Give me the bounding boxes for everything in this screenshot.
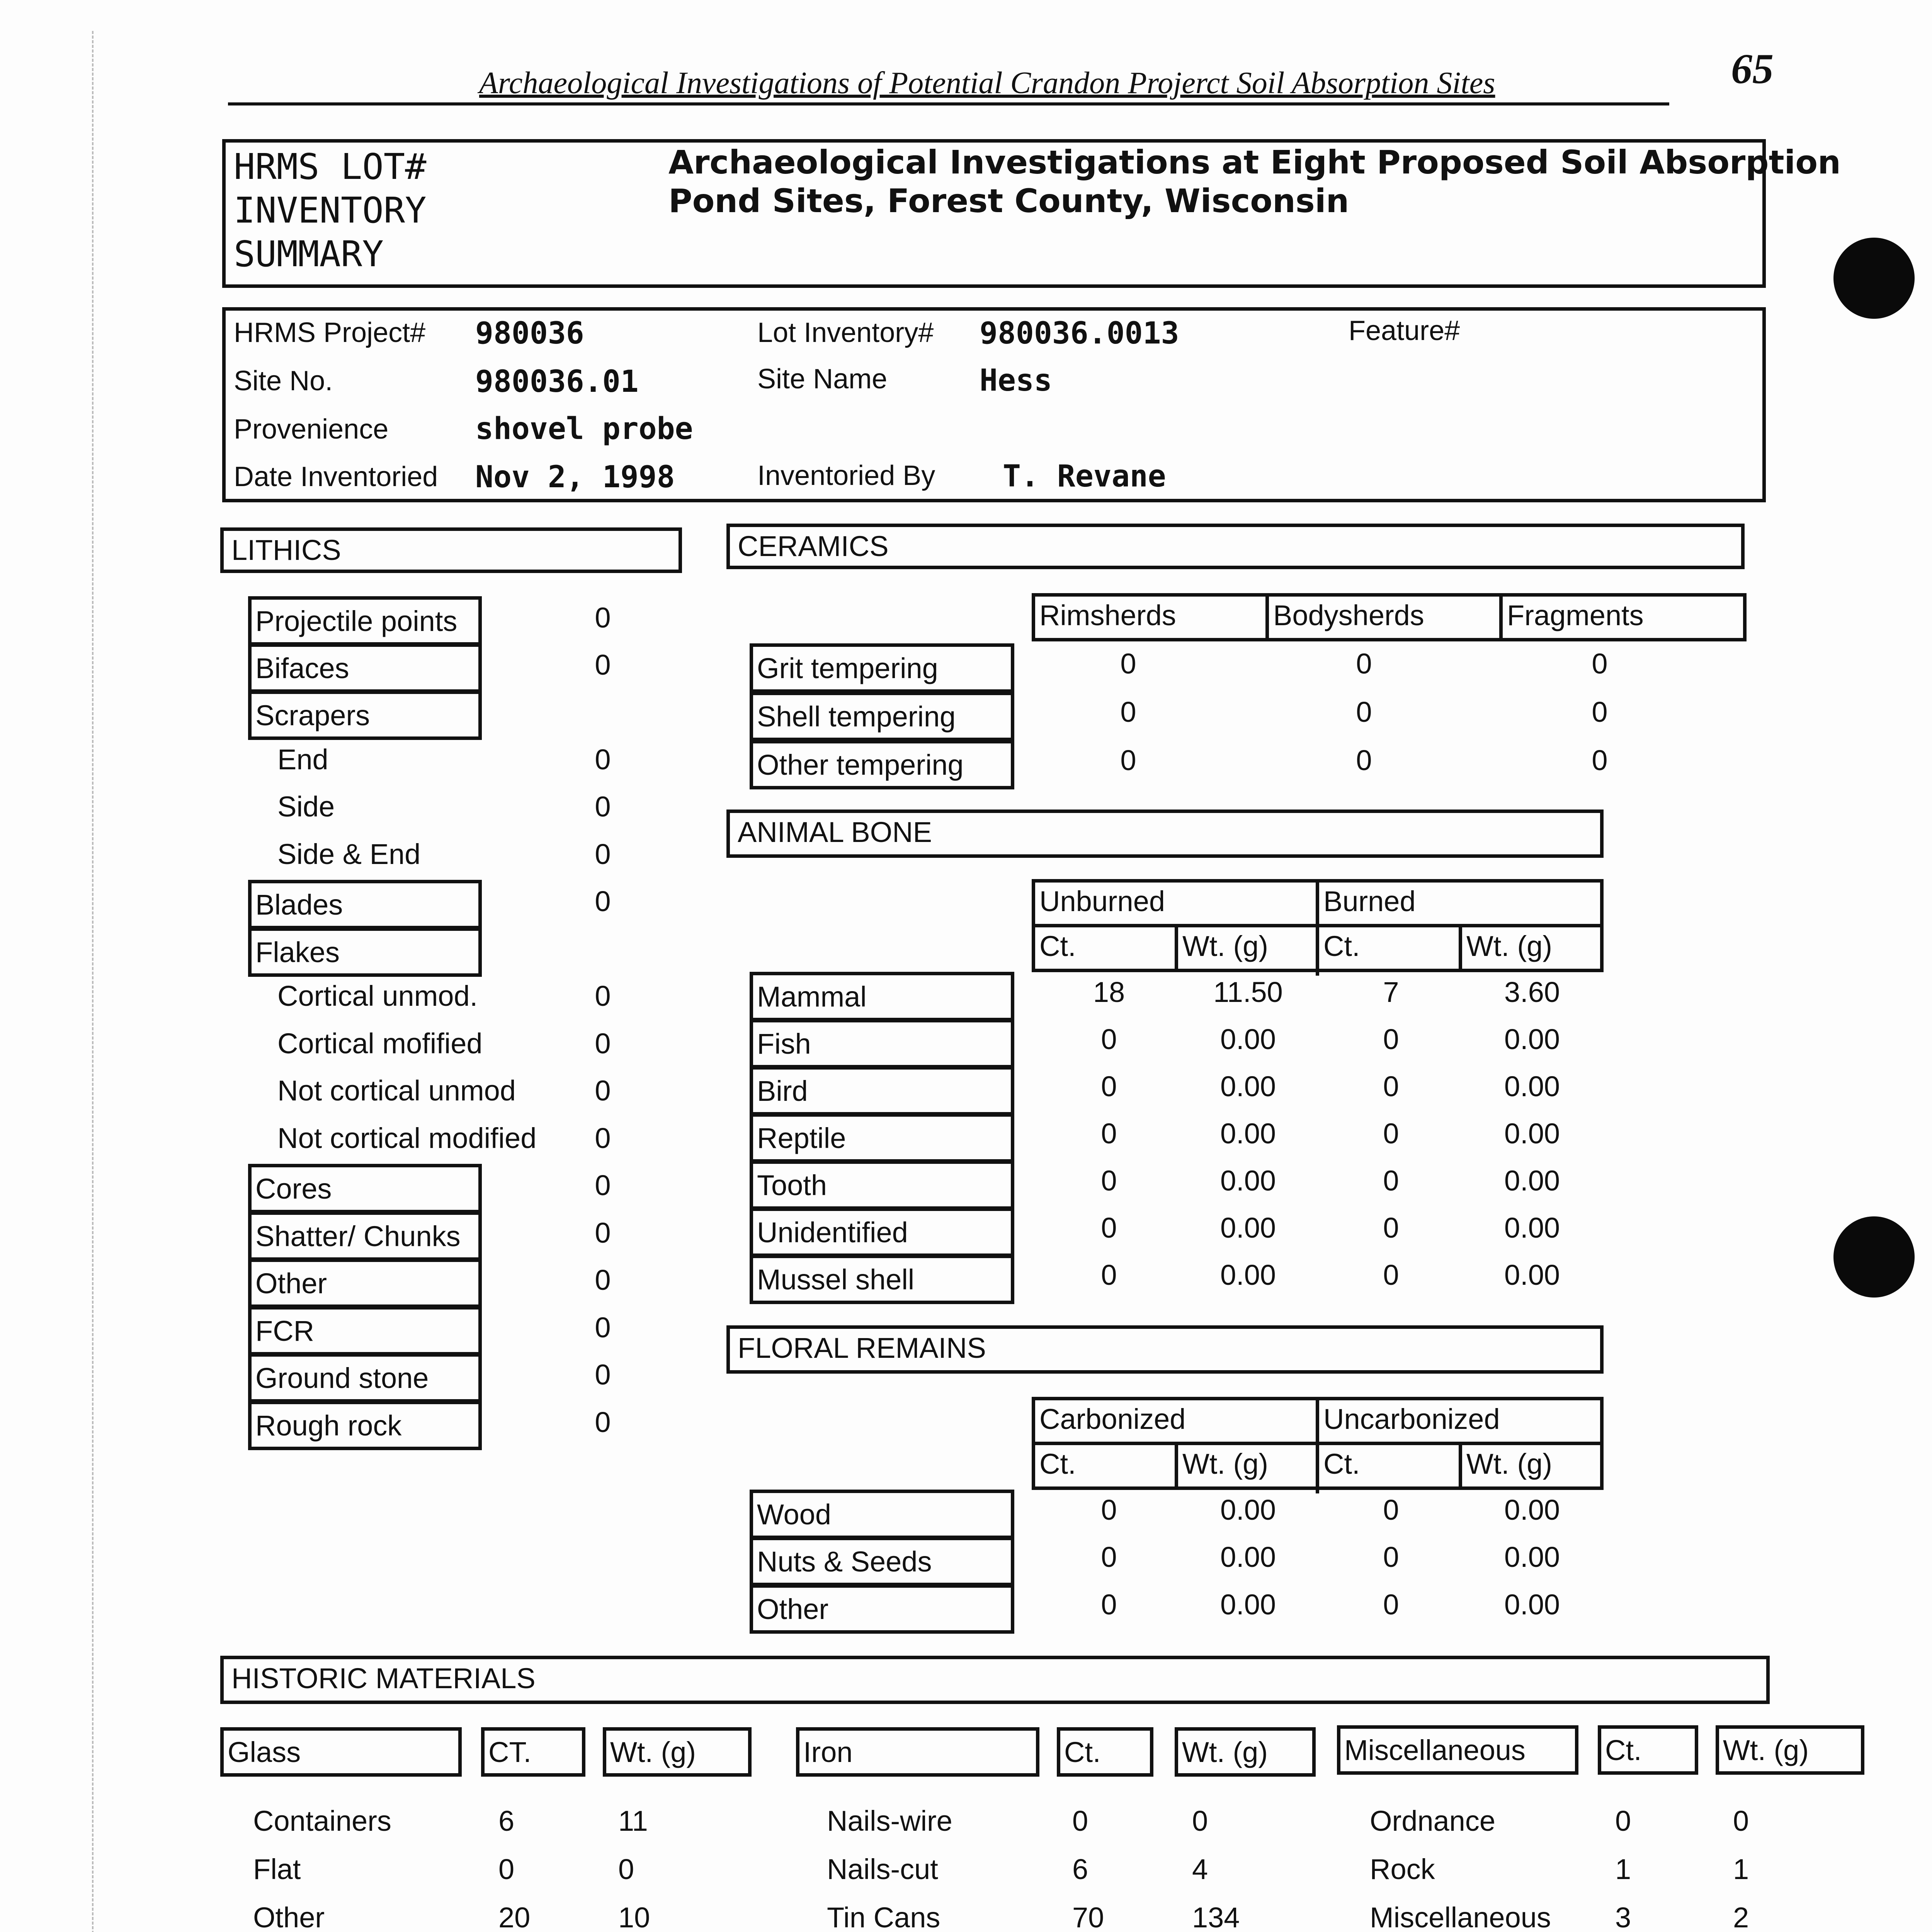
animal-bone-cell: 0.00 <box>1220 1165 1276 1197</box>
historic-iron-wt: 134 <box>1192 1901 1240 1932</box>
floral-cell: 0 <box>1383 1541 1399 1573</box>
historic-glass-wt: 11 <box>618 1805 648 1837</box>
floral-sub-header: Ct. <box>1323 1448 1360 1480</box>
animal-bone-group-header: Unburned <box>1039 885 1165 917</box>
lithics-section-title: LITHICS <box>220 527 682 573</box>
floral-cell: 0 <box>1101 1541 1117 1573</box>
animal-bone-section-title: ANIMAL BONE <box>726 810 1604 858</box>
animal-bone-cell: 0.00 <box>1504 1070 1560 1102</box>
historic-misc-ct: 0 <box>1615 1805 1631 1837</box>
ceramics-row-label: Shell tempering <box>750 692 1014 741</box>
historic-glass-row-label: Flat <box>253 1853 301 1885</box>
historic-glass-ct-header: CT. <box>481 1727 585 1777</box>
lithics-row-label: Cortical mofified <box>277 1027 483 1060</box>
lithics-row-value: 0 <box>595 1169 611 1201</box>
historic-misc-ct: 3 <box>1615 1901 1631 1932</box>
historic-glass-ct: 6 <box>498 1805 515 1837</box>
animal-bone-sub-header: Ct. <box>1039 930 1076 962</box>
lithics-row-value: 0 <box>595 838 611 870</box>
animal-bone-row-label: Tooth <box>750 1160 1014 1210</box>
animal-bone-cell: 0.00 <box>1220 1259 1276 1291</box>
provenience-value: shovel probe <box>475 412 693 446</box>
floral-cell: 0.00 <box>1504 1541 1560 1573</box>
running-title: Archaeological Investigations of Potential Crandon Projerct Soil Absorption Sites <box>479 66 1495 100</box>
historic-misc-row-label: Rock <box>1370 1853 1435 1885</box>
animal-bone-cell: 0 <box>1101 1070 1117 1102</box>
floral-cell: 0.00 <box>1220 1541 1276 1573</box>
lithics-row-value: 0 <box>595 649 611 681</box>
ceramics-column-header: Bodysherds <box>1273 599 1424 631</box>
lithics-row-label: Side <box>277 791 335 823</box>
floral-remains-section-title: FLORAL REMAINS <box>726 1325 1604 1374</box>
animal-bone-cell: 0 <box>1383 1023 1399 1055</box>
lithics-row-label: End <box>277 743 328 776</box>
animal-bone-cell: 0.00 <box>1504 1117 1560 1150</box>
animal-bone-cell: 18 <box>1093 976 1125 1008</box>
historic-glass-wt: 10 <box>618 1901 650 1932</box>
animal-bone-cell: 3.60 <box>1504 976 1560 1008</box>
historic-iron-ct-header: Ct. <box>1057 1727 1153 1777</box>
historic-misc-wt: 2 <box>1733 1901 1749 1932</box>
ceramics-cell: 0 <box>1120 648 1136 680</box>
ceramics-column-header: Fragments <box>1507 599 1644 631</box>
historic-iron-ct: 70 <box>1072 1901 1104 1932</box>
animal-bone-cell: 0.00 <box>1220 1117 1276 1150</box>
lithics-row-value: 0 <box>595 791 611 823</box>
ceramics-cell: 0 <box>1592 744 1608 776</box>
floral-cell: 0.00 <box>1220 1494 1276 1526</box>
animal-bone-group-header: Burned <box>1323 885 1416 917</box>
animal-bone-cell: 0.00 <box>1220 1070 1276 1102</box>
ceramics-cell: 0 <box>1592 648 1608 680</box>
floral-cell: 0 <box>1383 1494 1399 1526</box>
lithics-row-label: Other <box>248 1259 482 1308</box>
lithics-row-label: Ground stone <box>248 1353 482 1403</box>
project-value: 980036 <box>475 316 584 351</box>
animal-bone-sub-divider <box>1175 924 1178 972</box>
animal-bone-cell: 0.00 <box>1220 1212 1276 1244</box>
animal-bone-cell: 0 <box>1383 1212 1399 1244</box>
historic-glass-ct: 0 <box>498 1853 515 1885</box>
lithics-row-label: Not cortical modified <box>277 1122 537 1154</box>
animal-bone-sub-header: Wt. (g) <box>1466 930 1552 962</box>
animal-bone-cell: 0 <box>1101 1165 1117 1197</box>
punch-hole-middle <box>1833 1216 1915 1298</box>
animal-bone-cell: 0.00 <box>1504 1165 1560 1197</box>
lithics-row-label: Side & End <box>277 838 421 870</box>
historic-iron-ct: 0 <box>1072 1805 1088 1837</box>
floral-cell: 0 <box>1101 1494 1117 1526</box>
lithics-row-label: Projectile points <box>248 596 482 646</box>
ceramics-header-divider <box>1499 593 1503 641</box>
lithics-row-value: 0 <box>595 1359 611 1391</box>
animal-bone-row-label: Fish <box>750 1019 1014 1068</box>
historic-misc-row-label: Miscellaneous <box>1370 1901 1551 1932</box>
animal-bone-cell: 0 <box>1101 1259 1117 1291</box>
animal-bone-cell: 0.00 <box>1504 1212 1560 1244</box>
historic-iron-wt-header: Wt. (g) <box>1175 1727 1316 1777</box>
title-line-1: Archaeological Investigations at Eight Proposed Soil Absorption <box>668 143 1841 181</box>
ceramics-cell: 0 <box>1356 744 1372 776</box>
historic-iron-ct: 6 <box>1072 1853 1088 1885</box>
floral-group-header: Carbonized <box>1039 1403 1186 1435</box>
lithics-row-label: Cores <box>248 1164 482 1213</box>
ceramics-column-header: Rimsherds <box>1039 599 1176 631</box>
lithics-row-value: 0 <box>595 1264 611 1296</box>
historic-iron-wt: 0 <box>1192 1805 1208 1837</box>
date-label: Date Inventoried <box>234 461 438 492</box>
floral-row-label: Wood <box>750 1490 1014 1539</box>
lithics-row-label: Shatter/ Chunks <box>248 1211 482 1261</box>
historic-glass-ct: 20 <box>498 1901 531 1932</box>
title-left-line: INVENTORY <box>234 190 427 231</box>
animal-bone-cell: 0.00 <box>1504 1259 1560 1291</box>
lithics-row-value: 0 <box>595 743 611 776</box>
animal-bone-cell: 11.50 <box>1213 976 1283 1008</box>
date-value: Nov 2, 1998 <box>475 460 675 495</box>
lithics-row-value: 0 <box>595 885 611 917</box>
lithics-row-value: 0 <box>595 980 611 1012</box>
historic-misc-wt: 1 <box>1733 1853 1749 1885</box>
ceramics-section-title: CERAMICS <box>726 524 1745 569</box>
lithics-row-value: 0 <box>595 1027 611 1060</box>
historic-glass-header: Glass <box>220 1727 462 1777</box>
floral-group-header: Uncarbonized <box>1323 1403 1500 1435</box>
floral-sub-header: Wt. (g) <box>1466 1448 1552 1480</box>
animal-bone-row-label: Mammal <box>750 972 1014 1021</box>
floral-cell: 0.00 <box>1504 1588 1560 1621</box>
historic-misc-wt: 0 <box>1733 1805 1749 1837</box>
historic-iron-row-label: Tin Cans <box>827 1901 940 1932</box>
floral-cell: 0 <box>1101 1588 1117 1621</box>
lithics-row-label: Rough rock <box>248 1401 482 1450</box>
site-no-value: 980036.01 <box>475 364 639 399</box>
feature-label: Feature# <box>1349 315 1460 346</box>
historic-glass-row-label: Containers <box>253 1805 391 1837</box>
animal-bone-cell: 0 <box>1101 1117 1117 1150</box>
animal-bone-sub-divider <box>1459 924 1462 972</box>
title-line-2: Pond Sites, Forest County, Wisconsin <box>668 182 1349 220</box>
animal-bone-row-label: Unidentified <box>750 1208 1014 1257</box>
lithics-row-label: Blades <box>248 880 482 929</box>
lithics-row-value: 0 <box>595 1311 611 1344</box>
floral-cell: 0 <box>1383 1588 1399 1621</box>
animal-bone-cell: 0 <box>1383 1165 1399 1197</box>
lithics-row-label: Bifaces <box>248 643 482 693</box>
provenience-label: Provenience <box>234 414 389 445</box>
left-margin-line <box>92 31 95 1932</box>
floral-sub-divider <box>1459 1442 1462 1490</box>
historic-iron-wt: 4 <box>1192 1853 1208 1885</box>
ceramics-header-divider <box>1265 593 1269 641</box>
floral-cell: 0.00 <box>1504 1494 1560 1526</box>
punch-hole-top <box>1833 238 1915 319</box>
floral-sub-divider <box>1175 1442 1178 1490</box>
animal-bone-cell: 0 <box>1101 1212 1117 1244</box>
lithics-row-label: Cortical unmod. <box>277 980 478 1012</box>
ceramics-cell: 0 <box>1120 696 1136 728</box>
animal-bone-cell: 7 <box>1383 976 1399 1008</box>
historic-iron-header: Iron <box>796 1727 1039 1777</box>
animal-bone-cell: 0 <box>1383 1259 1399 1291</box>
animal-bone-row-label: Reptile <box>750 1113 1014 1163</box>
historic-glass-wt-header: Wt. (g) <box>603 1727 752 1777</box>
project-label: HRMS Project# <box>234 317 426 348</box>
animal-bone-row-label: Mussel shell <box>750 1255 1014 1304</box>
lithics-row-value: 0 <box>595 1406 611 1438</box>
title-left-line: HRMS LOT# <box>234 146 427 187</box>
lot-label: Lot Inventory# <box>757 317 934 348</box>
lithics-row-label: Scrapers <box>248 690 482 740</box>
lithics-row-value: 0 <box>595 1122 611 1154</box>
lithics-row-value: 0 <box>595 1075 611 1107</box>
animal-bone-row-label: Bird <box>750 1066 1014 1116</box>
ceramics-row-label: Grit tempering <box>750 643 1014 693</box>
animal-bone-cell: 0 <box>1101 1023 1117 1055</box>
historic-misc-wt-header: Wt. (g) <box>1716 1725 1864 1775</box>
animal-bone-cell: 0 <box>1383 1070 1399 1102</box>
inventoried-by-label: Inventoried By <box>757 460 935 491</box>
lithics-row-label: Not cortical unmod <box>277 1075 516 1107</box>
historic-glass-wt: 0 <box>618 1853 634 1885</box>
historic-misc-row-label: Ordnance <box>1370 1805 1495 1837</box>
header-rule <box>228 102 1669 105</box>
ceramics-cell: 0 <box>1356 696 1372 728</box>
historic-misc-ct: 1 <box>1615 1853 1631 1885</box>
ceramics-cell: 0 <box>1120 744 1136 776</box>
lithics-row-label: Flakes <box>248 927 482 977</box>
animal-bone-cell: 0.00 <box>1220 1023 1276 1055</box>
historic-misc-ct-header: Ct. <box>1598 1725 1698 1775</box>
historic-iron-row-label: Nails-wire <box>827 1805 952 1837</box>
site-no-label: Site No. <box>234 366 333 396</box>
historic-iron-row-label: Nails-cut <box>827 1853 938 1885</box>
animal-bone-cell: 0.00 <box>1504 1023 1560 1055</box>
ceramics-cell: 0 <box>1356 648 1372 680</box>
document-title <box>668 143 1841 220</box>
ceramics-row-label: Other tempering <box>750 740 1014 789</box>
floral-row-label: Other <box>750 1584 1014 1634</box>
title-left-line: SUMMARY <box>234 233 384 275</box>
historic-misc-header: Miscellaneous <box>1337 1725 1578 1775</box>
site-name-value: Hess <box>980 363 1052 398</box>
site-name-label: Site Name <box>757 364 888 395</box>
historic-glass-row-label: Other <box>253 1901 325 1932</box>
lot-value: 980036.0013 <box>980 316 1179 351</box>
lithics-row-label: FCR <box>248 1306 482 1355</box>
title-block-left <box>234 145 427 276</box>
lithics-row-value: 0 <box>595 602 611 634</box>
floral-row-label: Nuts & Seeds <box>750 1537 1014 1586</box>
floral-cell: 0.00 <box>1220 1588 1276 1621</box>
animal-bone-sub-header: Wt. (g) <box>1182 930 1268 962</box>
floral-sub-header: Wt. (g) <box>1182 1448 1268 1480</box>
animal-bone-sub-header: Ct. <box>1323 930 1360 962</box>
animal-bone-cell: 0 <box>1383 1117 1399 1150</box>
historic-materials-section-title: HISTORIC MATERIALS <box>220 1656 1770 1704</box>
lithics-row-value: 0 <box>595 1217 611 1249</box>
inventoried-by-value: T. Revane <box>1003 459 1166 494</box>
ceramics-cell: 0 <box>1592 696 1608 728</box>
page-number: 65 <box>1731 45 1774 92</box>
floral-sub-header: Ct. <box>1039 1448 1076 1480</box>
